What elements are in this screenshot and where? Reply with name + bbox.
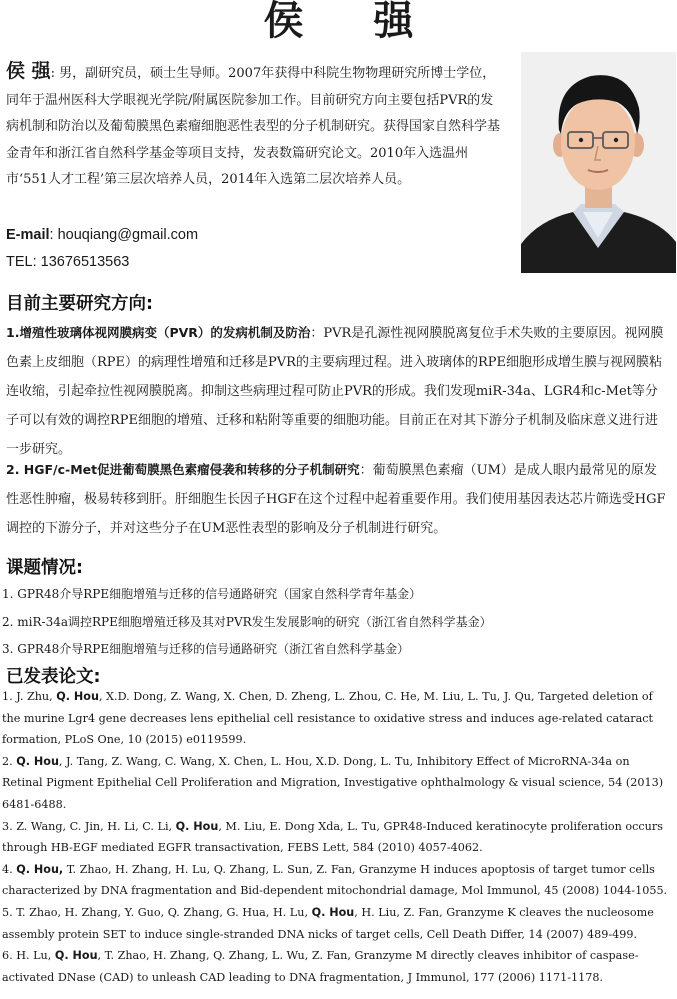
publication-item [2,751,668,816]
research-item-2-title: 2. HGF/c-Met促进葡萄膜黑色素瘤侵袭和转移的分子机制研究 [6,462,360,477]
publication-details: , M. Liu, E. Dong Xda, L. Tu, GPR48-Induced keratinocyte proliferation occurs through HB-EGF mediated EGFR transactivation, FEBS Lett, 584 (2010) 4057-4062. [2,819,663,855]
portrait-photo [521,52,676,273]
publication-item [2,945,668,988]
publication-authors-pre: 6. H. Lu, [2,949,55,963]
publication-details: T. Zhao, H. Zhang, H. Lu, Q. Zhang, L. Sun, Z. Fan, Granzyme H induces apoptosis of target tumor cells characterized by DNA fragmentation and Bid-dependent mitochondrial damage, Mol Immunol, 45 (2008) 1044-1055. [2,862,668,898]
page-title: 侯 强 [263,0,442,44]
publication-item [2,859,668,902]
publication-details: , T. Zhao, H. Zhang, Q. Zhang, L. Wu, Z. Fan, Granzyme M directly cleaves inhibitor of caspase-activated DNase (CAD) to unleash CAD leading to DNA fragmentation, J Immunol, 177 (2006) 1171-1178. [2,949,639,984]
highlighted-author: Q. Hou, [16,862,64,876]
project-item: 1. GPR48介导RPE细胞增殖与迁移的信号通路研究（国家自然科学青年基金） [2,587,422,601]
highlighted-author: Q. Hou [54,949,98,963]
email-line [6,227,198,243]
publication-item [2,902,668,945]
email-label: E-mail [6,227,50,243]
highlighted-author: Q. Hou [16,754,59,768]
research-heading: 目前主要研究方向: [6,294,153,314]
publication-authors-pre: 4. [2,862,17,876]
highlighted-author: Q. Hou [175,819,219,833]
publication-authors-pre: 3. Z. Wang, C. Jin, H. Li, C. Li, [2,819,176,833]
publication-authors-pre: 2. [2,754,17,768]
projects-heading: 课题情况: [6,558,83,578]
tel-number: : 13676513563 [32,254,130,270]
highlighted-author: Q. Hou [311,905,355,919]
publication-details: , H. Liu, Z. Fan, Granzyme K cleaves the nucleosome assembly protein SET to induce single-stranded DNA nicks of target cells, Cell Death Differ, 14 (2007) 489-499. [2,905,654,941]
project-item: 2. miR-34a调控RPE细胞增殖迁移及其对PVR发生发展影响的研究（浙江省自然科学基金） [2,615,492,629]
publications-heading: 已发表论文: [6,667,101,687]
research-item-1 [6,318,666,464]
publication-details: , X.D. Dong, Z. Wang, X. Chen, D. Zheng, L. Zhou, C. He, M. Liu, L. Tu, J. Qu, Targeted deletion of the murine Lgr4 gene decreases lens epithelial cell resistance to oxidative stress and induces age-related cataract formation, PLoS One, 10 (2015) e0119599. [2,690,654,747]
project-item: 3. GPR48介导RPE细胞增殖与迁移的信号通路研究（浙江省自然科学基金） [2,642,410,656]
email-address[interactable]: : houqiang@gmail.com [49,227,199,243]
bio-paragraph [6,58,506,194]
research-item-2-text: ：葡萄膜黑色素瘤（UM）是成人眼内最常见的原发性恶性肿瘤，极易转移到肝。肝细胞生长因子HGF在这个过程中起着重要作用。我们使用基因表达芯片筛选受HGF调控的下游分子，并对这些分子在UM恶性表型的影响及分子机制进行研究。 [6,463,666,536]
tel-label: TEL [6,254,33,270]
research-item-1-text: ：PVR是孔源性视网膜脱离复位手术失败的主要原因。视网膜色素上皮细胞（RPE）的病理性增殖和迁移是PVR的主要病理过程。进入玻璃体的RPE细胞形成增生膜与视网膜粘连收缩，引起牵拉性视网膜脱离。抑制这些病理过程可防止PVR的形成。我们发现miR-34a、LGR4和c-Met等分子可以有效的调控RPE细胞的增殖、迁移和粘附等重要的细胞功能。目前正在对其下游分子机制及临床意义进行进一步研究。 [6,326,664,457]
bio-text: : 男，副研究员，硕士生导师。2007年获得中科院生物物理研究所博士学位，同年于温州医科大学眼视光学院/附属医院参加工作。目前研究方向主要包括PVR的发病机制和防治以及葡萄膜黑色素瘤细胞恶性表型的分子机制研究。获得国家自然科学基金青年和浙江省自然科学基金等项目支持，发表数篇研究论文。2010年入选温州市‘551人才工程’第三层次培养人员，2014年入选第二层次培养人员。 [6,66,501,187]
publication-authors-pre: 1. J. Zhu, [2,690,57,703]
research-item-1-title: 1.增殖性玻璃体视网膜病变（PVR）的发病机制及防治 [6,325,311,340]
research-item-2 [6,455,666,543]
publication-item [2,816,668,859]
publication-details: , J. Tang, Z. Wang, C. Wang, X. Chen, L. Hou, X.D. Dong, L. Tu, Inhibitory Effect of MicroRNA-34a on Retinal Pigment Epithelial Cell Proliferation and Migration, Investigative ophthalmology & visual science, 54 (2013) 6481-6488. [2,754,664,811]
portrait-photo-icon [521,52,676,273]
publication-item [2,686,668,751]
tel-line [6,254,129,270]
publication-list [2,686,668,988]
person-name: 侯 强 [6,60,51,82]
highlighted-author: Q. Hou [56,690,99,703]
publication-authors-pre: 5. T. Zhao, H. Zhang, Y. Guo, Q. Zhang, G. Hua, H. Lu, [2,905,312,919]
